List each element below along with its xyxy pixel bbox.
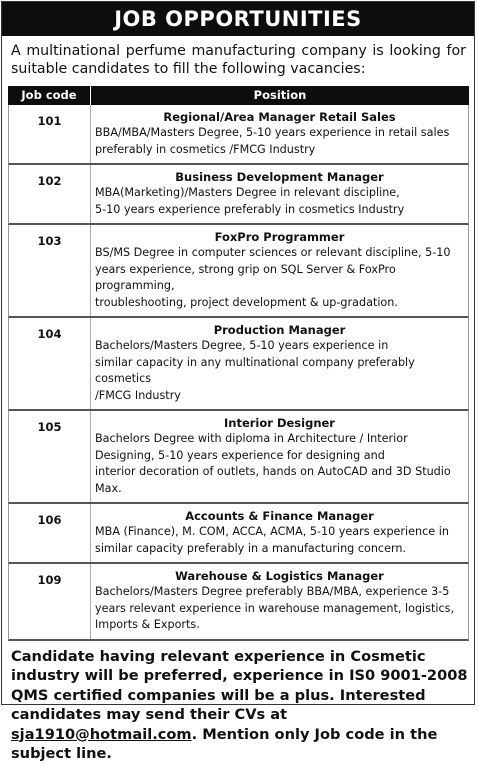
- job-code: 106: [9, 504, 91, 562]
- column-header-job-code: Job code: [8, 86, 91, 105]
- position-description: MBA (Finance), M. COM, ACCA, ACMA, 5-10 years experience in similar capacity preferably in a manufacturing concern.: [95, 525, 449, 555]
- job-code: 102: [9, 165, 91, 223]
- vacancy-row: [8, 318, 469, 411]
- position-cell: [91, 225, 468, 316]
- vacancy-row: [8, 564, 469, 641]
- position-title: Production Manager: [213, 323, 346, 337]
- position-title: Warehouse & Logistics Manager: [175, 569, 384, 583]
- vacancy-row: [8, 411, 469, 504]
- table-header: [8, 86, 469, 105]
- page-title: JOB OPPORTUNITIES: [2, 2, 474, 36]
- position-title: Regional/Area Manager Retail Sales: [163, 110, 396, 124]
- position-description: Bachelors/Masters Degree, 5-10 years experience in similar capacity in any multinational company preferably cosmetics /FMCG Industry: [95, 339, 415, 402]
- column-header-position: Position: [253, 88, 307, 102]
- job-code: 109: [9, 564, 91, 639]
- job-code: 104: [9, 318, 91, 409]
- position-cell: [91, 564, 468, 639]
- vacancy-table: [8, 105, 469, 641]
- position-cell: [91, 105, 468, 163]
- position-cell: [91, 165, 468, 223]
- position-description: Bachelors/Masters Degree preferably BBA/MBA, experience 3-5 years relevant experience in warehouse management, logistics, Imports & Exports.: [95, 585, 455, 631]
- position-cell: [91, 318, 468, 409]
- vacancy-row: [8, 504, 469, 564]
- position-cell: [91, 504, 468, 562]
- vacancy-row: [8, 225, 469, 318]
- position-description: Bachelors Degree with diploma in Architecture / Interior Designing, 5-10 years experience for designing and interior decoration of outlets, hands on AutoCAD and 3D Studio Max.: [95, 432, 451, 495]
- position-title: Business Development Manager: [175, 170, 384, 184]
- job-code: 101: [9, 105, 91, 163]
- position-description: BBA/MBA/Masters Degree, 5-10 years experience in retail sales preferably in cosmetics /FMCG Industry: [95, 126, 450, 156]
- job-code: 105: [9, 411, 91, 502]
- position-title: Interior Designer: [224, 416, 335, 430]
- position-title: Accounts & Finance Manager: [185, 509, 374, 523]
- vacancy-row: [8, 105, 469, 165]
- instructions-text-end: . Mention only Job code in the subject line.: [11, 725, 438, 762]
- contact-email-link[interactable]: sja1910@hotmail.com: [11, 725, 192, 743]
- intro-paragraph: A multinational perfume manufacturing company is looking for suitable candidates to fill the following vacancies:: [11, 43, 466, 77]
- job-ad-page: [1, 1, 475, 762]
- instructions-text: Candidate having relevant experience in Cosmetic industry will be preferred, experience in IS0 9001-2008 QMS certified companies will be a plus. Interested candidates may send their CVs at: [11, 647, 468, 723]
- position-description: BS/MS Degree in computer sciences or relevant discipline, 5-10 years experience, strong grip on SQL Server & FoxPro programming, troubleshooting, project development & up-gradation.: [95, 246, 451, 309]
- position-description: MBA(Marketing)/Masters Degree in relevant discipline, 5-10 years experience preferably in cosmetics Industry: [95, 186, 405, 216]
- job-code: 103: [9, 225, 91, 316]
- position-title: FoxPro Programmer: [214, 230, 345, 244]
- position-cell: [91, 411, 468, 502]
- application-instructions: [11, 647, 468, 764]
- vacancy-row: [8, 165, 469, 225]
